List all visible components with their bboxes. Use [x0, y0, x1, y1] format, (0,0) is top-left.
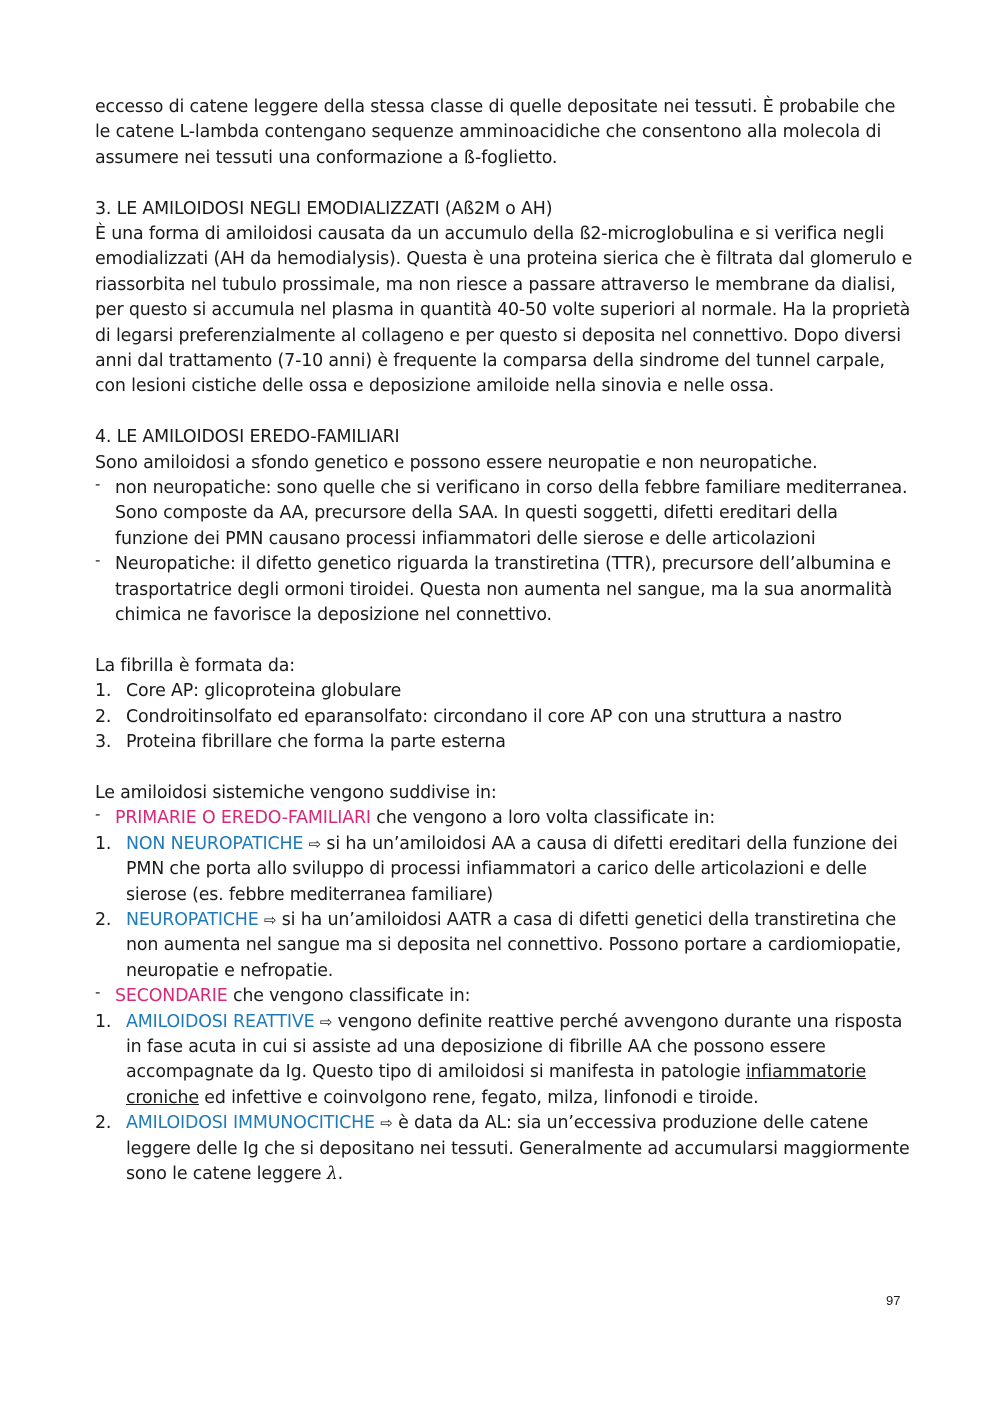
list-item-text: vengono definite reattive perché avvengono durante una risposta in fase acuta in cui si assiste ad una deposizione di fibrille AA che possono essere accompagnate da Ig. Questo tipo di amiloidosi si manifesta in patologie: [126, 1011, 903, 1083]
amiloidosi-reattive-label: AMILOIDOSI REATTIVE: [126, 1011, 315, 1032]
lambda-symbol: λ: [326, 1164, 338, 1184]
list-item-text: non neuropatiche: sono quelle che si verificano in corso della febbre familiare mediterranea. Sono composte da AA, precursore della SAA. In questi soggetti, difetti ereditari della funzione dei PMN causano processi infiammatori delle sierose e delle articolazioni: [115, 478, 908, 549]
bullet-dash: -: [95, 551, 101, 570]
spacer: [95, 171, 915, 196]
list-item-text: che vengono classificate in:: [227, 986, 471, 1007]
sistemiche-intro: Le amiloidosi sistemiche vengono suddivise in:: [95, 782, 497, 803]
spacer: [95, 756, 915, 781]
secondarie-label: SECONDARIE: [115, 986, 228, 1007]
list-number: 2.: [95, 909, 112, 930]
intro-paragraph: eccesso di catene leggere della stessa classe di quelle depositate nei tessuti. È probabile che le catene L-lambda contengano sequenze amminoacidiche che consentono alla molecola di assumere nei tessuti una conformazione a ß-foglietto.: [95, 97, 896, 168]
non-neuropatiche-label: NON NEUROPATICHE: [126, 833, 304, 854]
list-item: [95, 476, 915, 552]
list-item-text: si ha un’amiloidosi AA a causa di difetti ereditari della funzione dei PMN che porta allo sviluppo di processi infiammatori a carico delle articolazioni e delle sierose (es. febbre mediterranea familiare): [126, 833, 898, 905]
bullet-dash: -: [95, 475, 101, 494]
list-item-text: si ha un’amiloidosi AATR a casa di difetti genetici della transtiretina che non aumenta nel sangue ma si deposita nel connettivo. Possono portare a cardiomiopatie, neuropatie e nefropatie.: [126, 909, 902, 981]
sentence-end: .: [337, 1164, 344, 1184]
arrow-right-icon: ⇨: [308, 834, 322, 853]
list-number: 1.: [95, 833, 112, 854]
list-item: [95, 1111, 915, 1187]
bullet-dash: -: [95, 805, 101, 824]
fibrilla-intro: La fibrilla è formata da:: [95, 655, 295, 676]
section-4-intro: Sono amiloidosi a sfondo genetico e possono essere neuropatie e non neuropatiche.: [95, 452, 818, 473]
document-page: [95, 95, 915, 1187]
arrow-right-icon: ⇨: [319, 1012, 333, 1031]
section-4-heading: 4. LE AMILOIDOSI EREDO-FAMILIARI: [95, 427, 400, 448]
list-item-text: Condroitinsolfato ed eparansolfato: circondano il core AP con una struttura a nastro: [126, 706, 842, 727]
list-item: [95, 832, 915, 908]
neuropatiche-label: NEUROPATICHE: [126, 909, 259, 930]
primarie-label: PRIMARIE O EREDO-FAMILIARI: [115, 808, 371, 829]
section-3-heading: 3. LE AMILOIDOSI NEGLI EMODIALIZZATI (Aß2M o AH): [95, 198, 553, 219]
list-item: [95, 908, 915, 984]
section-3-paragraph: È una forma di amiloidosi causata da un accumulo della ß2-microglobulina e si verifica negli emodializzati (AH da hemodialysis). Questa è una proteina sierica che è filtrata dal glomerulo e riassorbita nel tubulo prossimale, ma non riesce a passare attraverso le membrane da dialisi, per questo si accumula nel plasma in quantità 40-50 volte superiori al normale. Ha la proprietà di legarsi preferenzialmente al collageno e per questo si deposita nel connettivo. Dopo diversi anni dal trattamento (7-10 anni) è frequente la comparsa della sindrome del tunnel carpale, con lesioni cistiche delle ossa e deposizione amiloide nella sinovia e nelle ossa.: [95, 224, 913, 397]
spacer: [95, 629, 915, 654]
list-item: [95, 679, 915, 704]
list-number: 1.: [95, 1011, 112, 1032]
list-item: [95, 705, 915, 730]
list-item: [95, 552, 915, 628]
list-item: [95, 1010, 915, 1112]
list-item: [95, 730, 915, 755]
underlined-text: infiammatorie croniche: [126, 1062, 867, 1108]
list-item-text: Neuropatiche: il difetto genetico riguarda la transtiretina (TTR), precursore dell’albumina e trasportatrice degli ormoni tiroidei. Questa non aumenta nel sangue, ma la sua anormalità chimica ne favorisce la deposizione nel connettivo.: [115, 554, 893, 626]
list-item-primarie: [95, 806, 915, 831]
arrow-right-icon: ⇨: [380, 1114, 393, 1133]
list-item-text: è data da AL: sia un’eccessiva produzione delle catene leggere delle Ig che si depositano nei tessuti. Generalmente ad accumularsi maggiormente sono le catene leggere: [126, 1113, 910, 1184]
list-number: 2.: [95, 1113, 112, 1134]
list-number: 2.: [95, 706, 112, 727]
list-item-text: ed infettive e coinvolgono rene, fegato, milza, linfonodi e tiroide.: [198, 1087, 759, 1108]
list-item-text: Core AP: glicoproteina globulare: [126, 681, 402, 702]
amiloidosi-immunocitiche-label: AMILOIDOSI IMMUNOCITICHE: [126, 1113, 375, 1134]
spacer: [95, 400, 915, 425]
arrow-right-icon: ⇨: [263, 910, 277, 929]
page-number: 97: [886, 1293, 901, 1308]
bullet-dash: -: [95, 983, 101, 1002]
list-number: 3.: [95, 732, 112, 753]
list-item-text: Proteina fibrillare che forma la parte esterna: [126, 732, 506, 753]
list-number: 1.: [95, 681, 112, 702]
list-item-text: che vengono a loro volta classificate in:: [370, 808, 716, 829]
list-item-secondarie: [95, 984, 915, 1009]
